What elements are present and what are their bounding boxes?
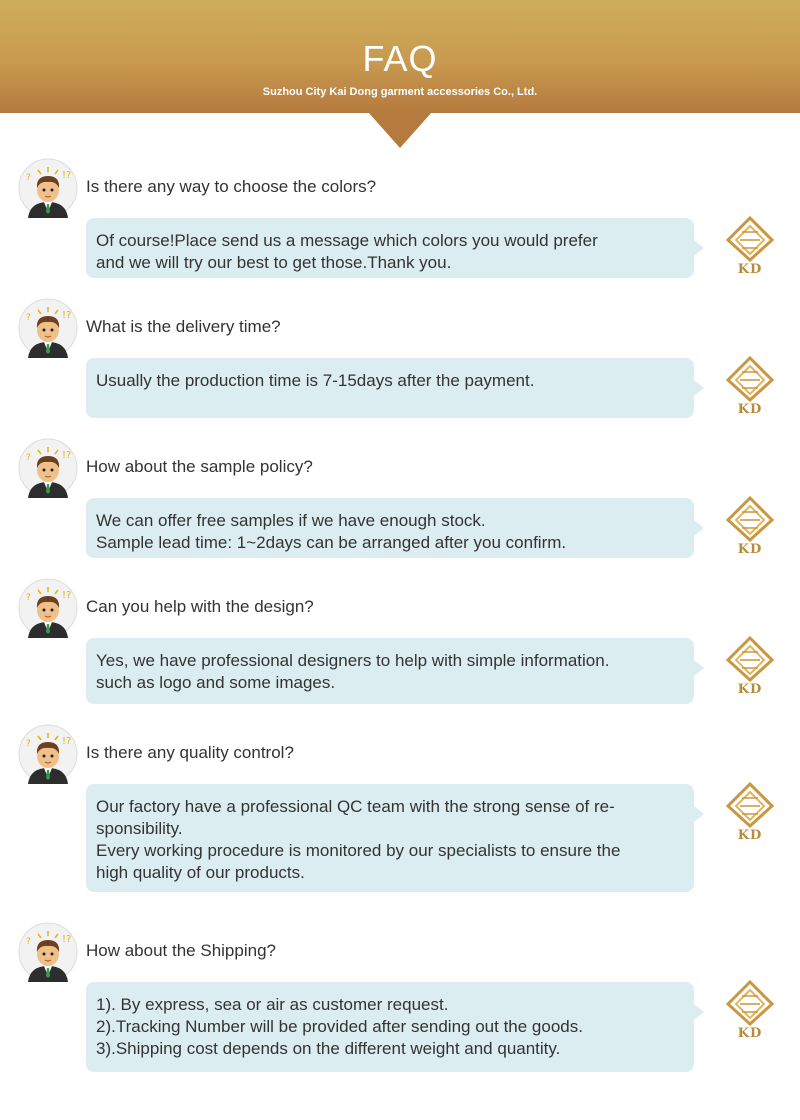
avatar-icon xyxy=(18,922,78,982)
answer-line: and we will try our best to get those.Thank you. xyxy=(96,253,452,272)
svg-text:!?: !? xyxy=(62,310,72,321)
kd-logo xyxy=(722,356,778,420)
faq-answer-bubble xyxy=(86,982,694,1072)
faq-answer-bubble xyxy=(86,638,694,704)
answer-line: 1). By express, sea or air as customer request. xyxy=(96,995,449,1014)
answer-line: We can offer free samples if we have enough stock. xyxy=(96,511,486,530)
answer-line: Usually the production time is 7-15days after the payment. xyxy=(96,371,535,390)
avatar-icon xyxy=(18,158,78,218)
answer-line: Yes, we have professional designers to help with simple information. xyxy=(96,651,610,670)
faq-question: Can you help with the design? xyxy=(86,597,314,616)
answer-line: 3).Shipping cost depends on the different weight and quantity. xyxy=(96,1039,561,1058)
kd-logo xyxy=(722,496,778,560)
logo-text: KD xyxy=(737,262,763,277)
company-name: Suzhou City Kai Dong garment accessories Co., Ltd. xyxy=(262,86,538,98)
kd-logo xyxy=(722,636,778,700)
kd-logo xyxy=(722,216,778,280)
header-banner xyxy=(0,0,800,113)
avatar-icon xyxy=(18,298,78,358)
kd-diamond-icon xyxy=(722,782,778,828)
answer-line: Sample lead time: 1~2days can be arranged after you confirm. xyxy=(96,533,567,552)
faq-answer-bubble xyxy=(86,358,694,418)
svg-text:?: ? xyxy=(26,937,31,947)
kd-diamond-icon xyxy=(722,496,778,542)
svg-text:!?: !? xyxy=(62,736,72,747)
answer-line: Every working procedure is monitored by our specialists to ensure the xyxy=(96,841,621,860)
svg-text:!?: !? xyxy=(62,934,72,945)
svg-text:!?: !? xyxy=(62,590,72,601)
header-pointer xyxy=(368,112,432,148)
faq-answer-bubble xyxy=(86,218,694,278)
kd-diamond-icon xyxy=(722,356,778,402)
page-title: FAQ xyxy=(362,38,438,79)
logo-text: KD xyxy=(737,682,763,697)
answer-line: Of course!Place send us a message which colors you would prefer xyxy=(96,231,598,250)
faq-question: Is there any quality control? xyxy=(86,743,294,762)
answer-line: high quality of our products. xyxy=(96,863,305,882)
faq-question: How about the sample policy? xyxy=(86,457,313,476)
faq-answer-bubble xyxy=(86,784,694,892)
avatar-icon xyxy=(18,438,78,498)
faq-answer-bubble xyxy=(86,498,694,558)
faq-question: Is there any way to choose the colors? xyxy=(86,177,377,196)
answer-line: Our factory have a professional QC team with the strong sense of re- xyxy=(96,797,615,816)
svg-text:?: ? xyxy=(26,313,31,323)
kd-logo xyxy=(722,782,778,846)
avatar-icon xyxy=(18,724,78,784)
faq-question: What is the delivery time? xyxy=(86,317,281,336)
logo-text: KD xyxy=(737,1026,763,1041)
kd-diamond-icon xyxy=(722,636,778,682)
svg-text:?: ? xyxy=(26,739,31,749)
kd-diamond-icon xyxy=(722,216,778,262)
svg-text:!?: !? xyxy=(62,170,72,181)
svg-text:?: ? xyxy=(26,593,31,603)
svg-text:!?: !? xyxy=(62,450,72,461)
logo-text: KD xyxy=(737,828,763,843)
kd-logo xyxy=(722,980,778,1044)
answer-line: such as logo and some images. xyxy=(96,673,336,692)
svg-text:?: ? xyxy=(26,173,31,183)
kd-diamond-icon xyxy=(722,980,778,1026)
logo-text: KD xyxy=(737,402,763,417)
svg-text:?: ? xyxy=(26,453,31,463)
answer-line: sponsibility. xyxy=(96,819,183,838)
avatar-icon xyxy=(18,578,78,638)
answer-line: 2).Tracking Number will be provided after sending out the goods. xyxy=(96,1017,583,1036)
faq-question: How about the Shipping? xyxy=(86,941,276,960)
logo-text: KD xyxy=(737,542,763,557)
